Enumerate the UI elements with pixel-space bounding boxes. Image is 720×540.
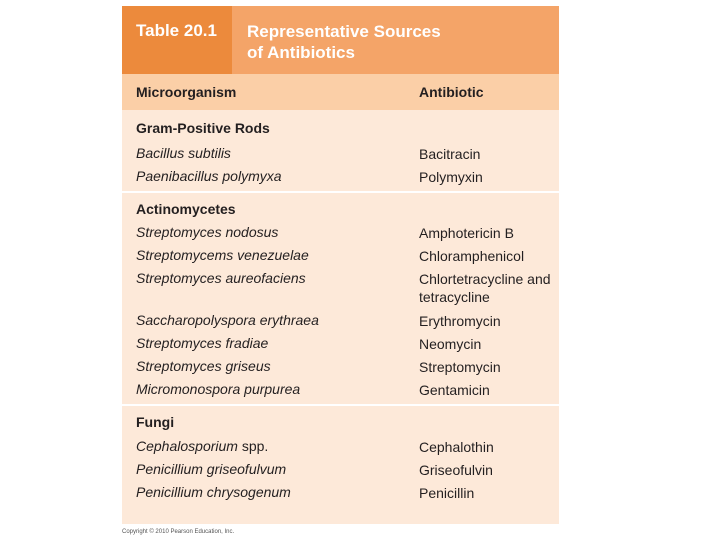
antibiotic-cell: Amphotericin B xyxy=(419,225,514,241)
antibiotic-cell-line-1: Chlortetracycline and xyxy=(419,271,551,287)
antibiotic-cell: Polymyxin xyxy=(419,169,483,185)
antibiotic-cell xyxy=(419,270,551,306)
organism-cell xyxy=(136,438,268,454)
antibiotic-cell: Erythromycin xyxy=(419,313,501,329)
table-number: Table 20.1 xyxy=(136,21,217,40)
organism-suffix: spp. xyxy=(241,438,269,454)
antibiotic-cell: Chloramphenicol xyxy=(419,248,525,264)
organism-cell: Bacillus subtilis xyxy=(136,145,231,161)
group-heading-actinomycetes: Actinomycetes xyxy=(136,201,236,217)
column-header-microorganism: Microorganism xyxy=(136,84,237,100)
organism-cell: Streptomycems venezuelae xyxy=(136,247,309,263)
antibiotic-cell: Bacitracin xyxy=(419,146,481,162)
organism-cell: Streptomyces griseus xyxy=(136,358,271,374)
table-title xyxy=(247,21,441,63)
organism-cell: Streptomyces aureofaciens xyxy=(136,270,306,286)
table-title-line-1: Representative Sources xyxy=(247,22,441,41)
organism-cell: Penicillium chrysogenum xyxy=(136,484,291,500)
antibiotics-table xyxy=(122,6,559,524)
organism-cell: Saccharopolyspora erythraea xyxy=(136,312,319,328)
antibiotic-cell: Penicillin xyxy=(419,485,475,501)
organism-cell: Streptomyces nodosus xyxy=(136,224,279,240)
group-heading-gram-positive-rods: Gram-Positive Rods xyxy=(136,120,270,136)
organism-cell: Streptomyces fradiae xyxy=(136,335,269,351)
table-number-tab xyxy=(122,6,232,74)
antibiotic-cell: Cephalothin xyxy=(419,439,494,455)
table-title-bar xyxy=(122,6,559,74)
organism-cell: Micromonospora purpurea xyxy=(136,381,301,397)
antibiotic-cell-line-2: tetracycline xyxy=(419,289,490,305)
organism-genus: Cephalosporium xyxy=(136,438,238,454)
group-divider xyxy=(122,404,559,406)
group-heading-fungi: Fungi xyxy=(136,414,175,430)
copyright-notice: Copyright © 2010 Pearson Education, Inc. xyxy=(122,529,235,535)
column-header-row xyxy=(122,74,559,110)
antibiotic-cell: Gentamicin xyxy=(419,382,490,398)
antibiotic-cell: Griseofulvin xyxy=(419,462,493,478)
column-header-antibiotic: Antibiotic xyxy=(419,84,484,100)
antibiotic-cell: Streptomycin xyxy=(419,359,501,375)
organism-cell: Paenibacillus polymyxa xyxy=(136,168,282,184)
organism-cell: Penicillium griseofulvum xyxy=(136,461,287,477)
table-title-line-2: of Antibiotics xyxy=(247,43,355,62)
group-divider xyxy=(122,191,559,193)
antibiotic-cell: Neomycin xyxy=(419,336,482,352)
